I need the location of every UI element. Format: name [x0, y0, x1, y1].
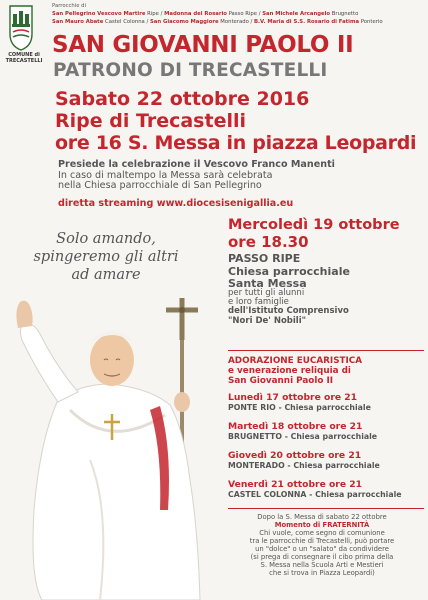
- desc-line: dell'Istituto Comprensivo: [228, 306, 349, 317]
- streaming-link[interactable]: diretta streaming www.diocesisenigallia.eu: [58, 198, 294, 209]
- event-place: PONTE RIO: [228, 403, 276, 412]
- event-place-line: MONTERADO - Chiesa parrocchiale: [228, 461, 380, 470]
- event-place-line: CASTEL COLONNA - Chiesa parrocchiale: [228, 490, 402, 499]
- event-day: Venerdì 21 ottobre ore 21: [228, 479, 363, 490]
- parish-place: Brugnetto: [331, 11, 359, 17]
- quote-line: Solo amando,: [56, 231, 156, 247]
- parish-place: Passo Ripe: [228, 11, 258, 17]
- wednesday-day: Mercoledì 19 ottobre: [228, 217, 400, 233]
- parishes-list: [52, 2, 424, 26]
- parish-name: San Mauro Abate: [52, 19, 104, 25]
- separator: /: [146, 19, 149, 25]
- event-place-line: BRUGNETTO - Chiesa parrocchiale: [228, 432, 378, 441]
- dopo-line: S. Messa nella Scuola Arti e Mestieri: [260, 561, 384, 569]
- dopo-line: Chi vuole, come segno di comunione: [259, 529, 385, 537]
- parish-row: [52, 10, 424, 18]
- event-church: Chiesa parrocchiale: [315, 490, 402, 499]
- event-location: Ripe di Trecastelli: [55, 110, 247, 132]
- adorazione-line: e venerazione reliquia di: [228, 366, 351, 376]
- parish-name: Madonna del Rosario: [164, 11, 227, 17]
- dopo-line: Dopo la S. Messa di sabato 22 ottobre: [257, 513, 387, 521]
- separator: /: [250, 19, 253, 25]
- parish-place: Castel Colonna: [105, 19, 145, 25]
- adorazione-line: ADORAZIONE EUCARISTICA: [228, 356, 363, 366]
- dopo-line: tra le parrocchie di Trecastelli, può portare: [249, 537, 395, 545]
- event-place: MONTERADO: [228, 461, 285, 470]
- divider: [228, 508, 424, 509]
- parish-name: B.V. Maria di S.S. Rosario di Fatima: [254, 19, 360, 25]
- event-item: [228, 479, 424, 499]
- divider: [228, 350, 424, 351]
- separator: /: [160, 11, 163, 17]
- adorazione-heading: [228, 356, 424, 386]
- wednesday-time: ore 18.30: [228, 233, 309, 251]
- fraternita-block: [218, 513, 426, 577]
- presiede-block: [58, 160, 418, 192]
- poster-subtitle: PATRONO DI TRECASTELLI: [53, 60, 328, 81]
- event-item: [228, 450, 424, 470]
- parish-name: San Michele Arcangelo: [262, 11, 331, 17]
- wednesday-place-name: PASSO RIPE: [228, 252, 301, 265]
- fraternita-heading: Momento di FRATERNITÀ: [274, 521, 370, 529]
- event-day: Lunedì 17 ottobre ore 21: [228, 392, 358, 403]
- event-church: Chiesa parrocchiale: [284, 403, 371, 412]
- school-name: "Nori De' Nobili": [228, 315, 307, 326]
- poster-title: SAN GIOVANNI PAOLO II: [52, 32, 354, 58]
- quote-line: ad amare: [71, 267, 141, 283]
- wednesday-church: Chiesa parrocchiale: [228, 264, 350, 278]
- parish-name: San Pellegrino Vescovo Martire: [52, 11, 146, 17]
- coat-of-arms-icon: [6, 4, 36, 52]
- pope-portrait-image: [0, 280, 228, 600]
- wednesday-description: [228, 289, 424, 326]
- dopo-line: (si prega di consegnare il cibo prima della: [250, 553, 394, 561]
- event-place: BRUGNETTO: [228, 432, 282, 441]
- parrocchie-label: Parrocchie di: [52, 3, 87, 9]
- wednesday-event: [228, 217, 424, 251]
- parish-place: Monterado: [220, 19, 249, 25]
- event-place: CASTEL COLONNA: [228, 490, 307, 499]
- parish-place: Ponterio: [360, 19, 383, 25]
- quote: [6, 230, 206, 284]
- parish-place: Ripe: [147, 11, 159, 17]
- comune-line: TRECASTELLI: [5, 58, 43, 64]
- presiede-line: nella Chiesa parrocchiale di San Pellegrino: [58, 180, 262, 191]
- desc-line: per tutti gli alunni: [228, 288, 305, 298]
- adorazione-line: San Giovanni Paolo II: [228, 376, 334, 386]
- event-church: Chiesa parrocchiale: [293, 461, 380, 470]
- dopo-line: un "dolce" o un "salato" da condividere: [255, 545, 389, 553]
- dopo-line: che si trova in Piazza Leopardi): [269, 569, 375, 577]
- comune-line: COMUNE di: [8, 52, 40, 58]
- quote-line: spingeremo gli altri: [33, 249, 179, 265]
- wednesday-event-name: Santa Messa: [228, 277, 307, 290]
- event-day: Giovedì 20 ottobre ore 21: [228, 450, 362, 461]
- event-item: [228, 392, 424, 412]
- event-item: [228, 421, 424, 441]
- event-day: Martedì 18 ottobre ore 21: [228, 421, 363, 432]
- crucifix-icon: [166, 298, 198, 340]
- event-date: Sabato 22 ottobre 2016: [55, 88, 310, 110]
- presiede-line: Presiede la celebrazione il Vescovo Franco Manenti: [58, 159, 335, 170]
- event-place-line: PONTE RIO - Chiesa parrocchiale: [228, 403, 371, 412]
- parish-row: [52, 18, 424, 26]
- presiede-line: In caso di maltempo la Messa sarà celebrata: [58, 169, 273, 181]
- desc-line: e loro famiglie: [228, 297, 289, 308]
- event-time: ore 16 S. Messa in piazza Leopardi: [55, 132, 417, 154]
- separator: /: [258, 11, 261, 17]
- event-church: Chiesa parrocchiale: [290, 432, 378, 441]
- parish-name: San Giacomo Maggiore: [149, 19, 219, 25]
- comune-label: [2, 52, 46, 64]
- wednesday-place: [228, 253, 424, 291]
